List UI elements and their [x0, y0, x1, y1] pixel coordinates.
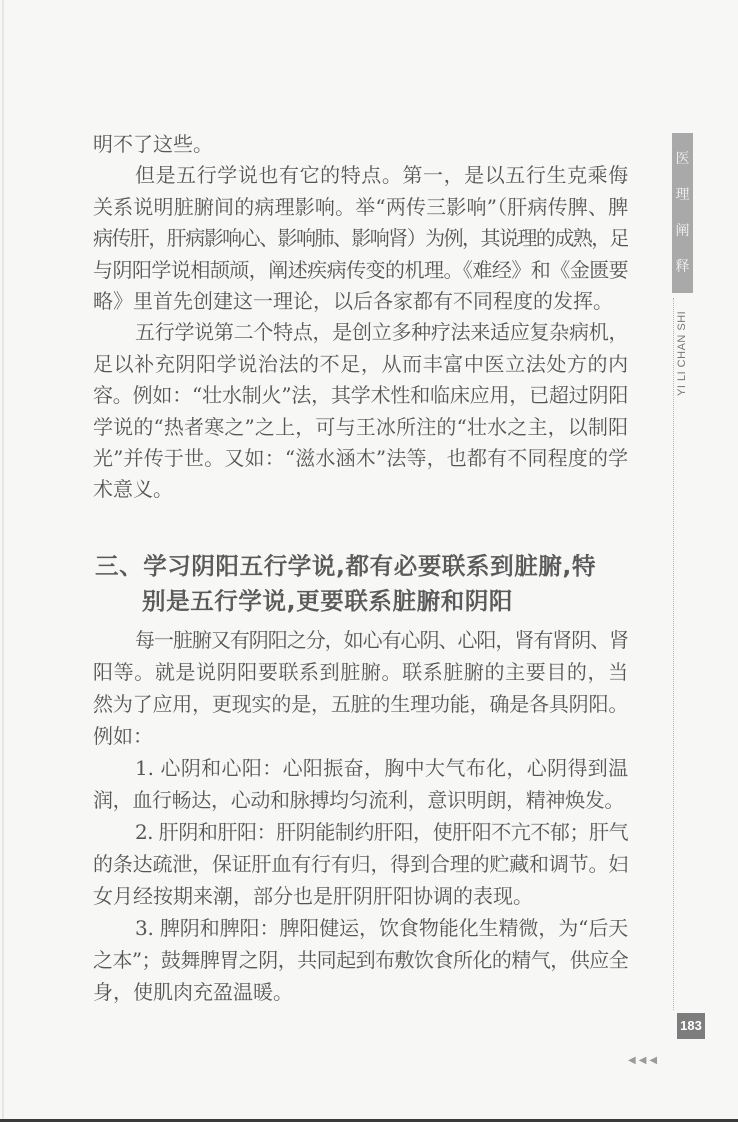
- paragraph: [93, 317, 628, 505]
- text-line: 明不了这些。: [93, 132, 213, 156]
- text-line: 身，使肌肉充盈温暖。: [93, 980, 293, 1004]
- paragraph: [93, 752, 628, 816]
- text-line: 的条达疏泄，保证肝血有行有归，得到合理的贮藏和调节。妇: [93, 852, 628, 876]
- text-line: 但是五行学说也有它的特点。第一，是以五行生克乘侮: [135, 163, 628, 188]
- section-heading-line-2: 别是五行学说,更要联系脏腑和阴阳: [142, 587, 514, 615]
- text-line: 3. 脾阴和脾阳：脾阳健运，饮食物能化生精微，为“后天: [135, 916, 628, 940]
- text-line: 1. 心阴和心阳：心阳振奋，胸中大气布化，心阴得到温: [135, 756, 628, 780]
- side-tab-char: 医: [675, 151, 690, 167]
- paragraph: [93, 129, 628, 160]
- text-line: 五行学说第二个特点，是创立多种疗法来适应复杂病机，: [135, 320, 628, 345]
- paragraph: [93, 912, 628, 1008]
- section-heading: [95, 549, 635, 619]
- text-line: 然为了应用，更现实的是，五脏的生理功能，确是各具阴阳。: [93, 692, 628, 716]
- paragraph: [93, 624, 628, 752]
- text-line: 之本”；鼓舞脾胃之阴，共同起到布敷饮食所化的精气，供应全: [93, 948, 628, 972]
- text-line: 略》里首先创建这一理论，以后各家都有不同程度的发挥。: [93, 288, 613, 313]
- side-tab-char: 阐: [675, 223, 690, 239]
- text-line: 阳等。就是说阴阳要联系到脏腑。联系脏腑的主要目的，当: [93, 660, 628, 684]
- page-number: 183: [677, 1013, 705, 1039]
- side-tab-char: 理: [675, 187, 690, 203]
- text-line: 术意义。: [93, 477, 173, 502]
- text-line: 足以补充阴阳学说治法的不足，从而丰富中医立法处方的内: [93, 351, 628, 376]
- text-line: 病传肝，肝病影响心、影响肺、影响肾）为例，其说理的成熟，足: [93, 226, 628, 251]
- text-line: 学说的“热者寒之”之上，可与王冰所注的“壮水之主，以制阳: [93, 414, 628, 439]
- side-tab-char: 释: [675, 259, 690, 275]
- text-line: 2. 肝阴和肝阳：肝阴能制约肝阳，使肝阳不亢不郁；肝气: [135, 820, 628, 844]
- text-line: 容。例如：“壮水制火”法，其学术性和临床应用，已超过阴阳: [93, 383, 628, 408]
- text-line: 润，血行畅达，心动和脉搏均匀流利，意识明朗，精神焕发。: [93, 788, 625, 812]
- text-line: 每一脏腑又有阴阳之分，如心有心阴、心阳，肾有肾阴、肾: [135, 628, 628, 652]
- paragraph: [93, 816, 628, 912]
- page-edge: [2, 0, 4, 1122]
- body-text-top: [93, 129, 628, 506]
- text-line: 女月经按期来潮，部分也是肝阴肝阳协调的表现。: [93, 884, 533, 908]
- paragraph: [93, 160, 628, 317]
- side-tab-romanization: YI LI CHAN SHI: [676, 310, 688, 396]
- text-line: 关系说明脏腑间的病理影响。举“两传三影响”（肝病传脾、脾: [93, 194, 628, 219]
- text-line: 例如：: [93, 724, 153, 748]
- nav-arrows-icon: ◀◀◀: [628, 1055, 661, 1066]
- text-line: 与阴阳学说相颉颃，阐述疾病传变的机理。《难经》和《金匮要: [93, 257, 628, 282]
- body-text-bottom: [93, 624, 628, 1008]
- margin-dotted-divider: [673, 298, 674, 1010]
- section-heading-line-1: 三、学习阴阳五行学说,都有必要联系到脏腑,特: [95, 552, 597, 580]
- text-line: 光”并传于世。又如：“滋水涵木”法等，也都有不同程度的学: [93, 445, 628, 470]
- chapter-side-tab: [672, 133, 693, 293]
